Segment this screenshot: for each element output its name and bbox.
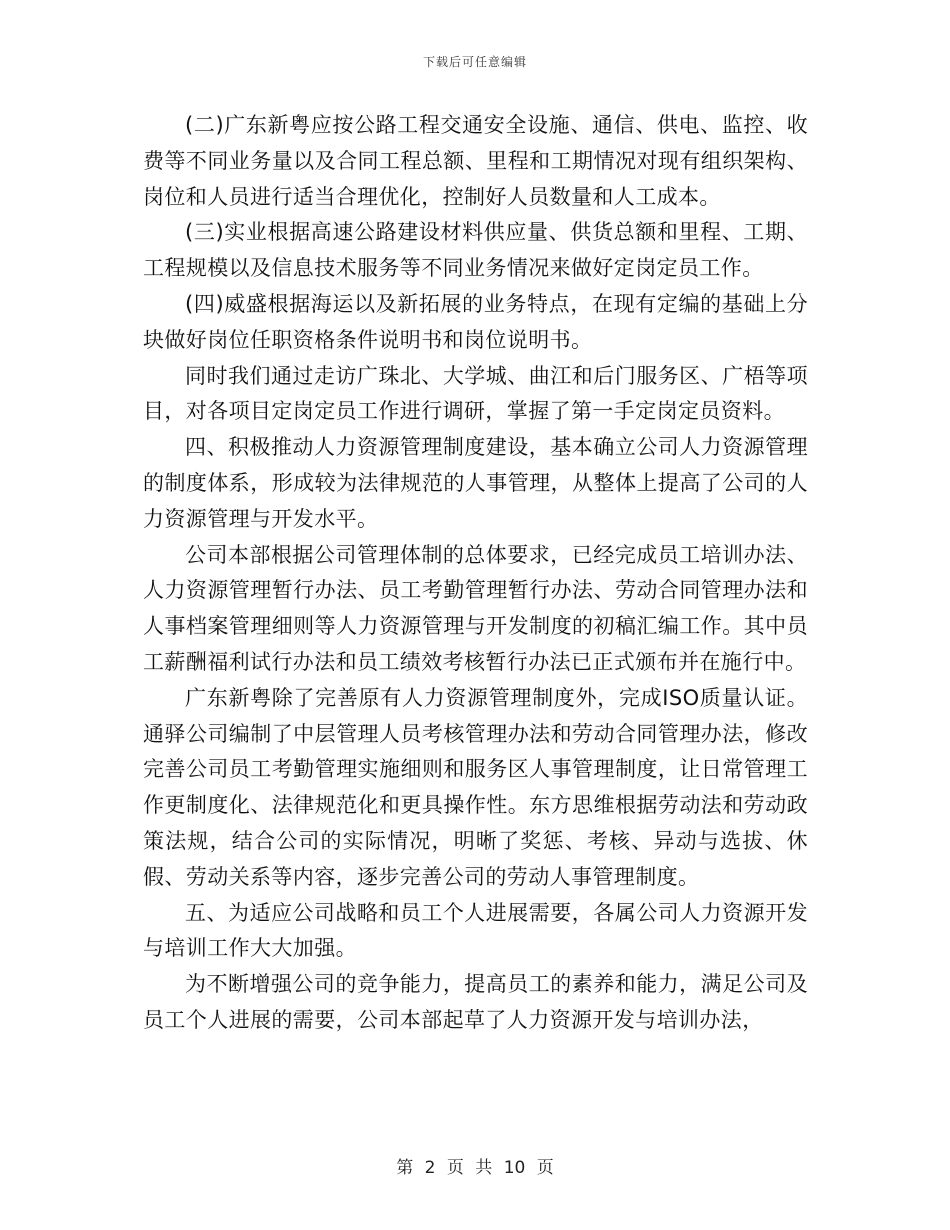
document-body <box>143 108 808 1039</box>
paragraph-1: (二)广东新粤应按公路工程交通安全设施、通信、供电、监控、收费等不同业务量以及合同工程总额、里程和工期情况对现有组织架构、岗位和人员进行适当合理优化，控制好人员数量和人工成本。 <box>143 113 808 209</box>
section-heading-4: 四、积极推动人力资源管理制度建设，基本确立公司人力资源管理的制度体系，形成较为法律规范的人事管理，从整体上提高了公司的人力资源管理与开发水平。 <box>143 435 808 531</box>
paragraph-3: (四)威盛根据海运以及新拓展的业务特点，在现有定编的基础上分块做好岗位任职资格条件说明书和岗位说明书。 <box>143 291 808 352</box>
paragraph-2: (三)实业根据高速公路建设材料供应量、供货总额和里程、工期、工程规模以及信息技术服务等不同业务情况来做好定岗定员工作。 <box>143 220 808 281</box>
section-heading-5: 五、为适应公司战略和员工个人进展需要，各属公司人力资源开发与培训工作大大加强。 <box>143 900 808 961</box>
page-header: 下载后可任意编辑 <box>422 55 527 69</box>
page-number: 第 2 页 共 10 页 <box>396 1158 554 1178</box>
paragraph-6: 公司本部根据公司管理体制的总体要求，已经完成员工培训办法、人力资源管理暂行办法、员工考勤管理暂行办法、劳动合同管理办法和人事档案管理细则等人力资源管理与开发制度的初稿汇编工作。其中员工薪酬福利试行办法和员工绩效考核暂行办法已正式颁布并在施行中。 <box>143 542 808 674</box>
paragraph-4: 同时我们通过走访广珠北、大学城、曲江和后门服务区、广梧等项目，对各项目定岗定员工作进行调研，掌握了第一手定岗定员资料。 <box>143 363 808 424</box>
paragraph-7: 广东新粤除了完善原有人力资源管理制度外，完成ISO质量认证。通驿公司编制了中层管理人员考核管理办法和劳动合同管理办法，修改完善公司员工考勤管理实施细则和服务区人事管理制度，让日常管理工作更制度化、法律规范化和更具操作性。东方思维根据劳动法和劳动政策法规，结合公司的实际情况，明晰了奖惩、考核、异动与选拔、休假、劳动关系等内容，逐步完善公司的劳动人事管理制度。 <box>143 685 808 889</box>
paragraph-9: 为不断增强公司的竞争能力，提高员工的素养和能力，满足公司及员工个人进展的需要，公司本部起草了人力资源开发与培训办法， <box>143 972 808 1032</box>
